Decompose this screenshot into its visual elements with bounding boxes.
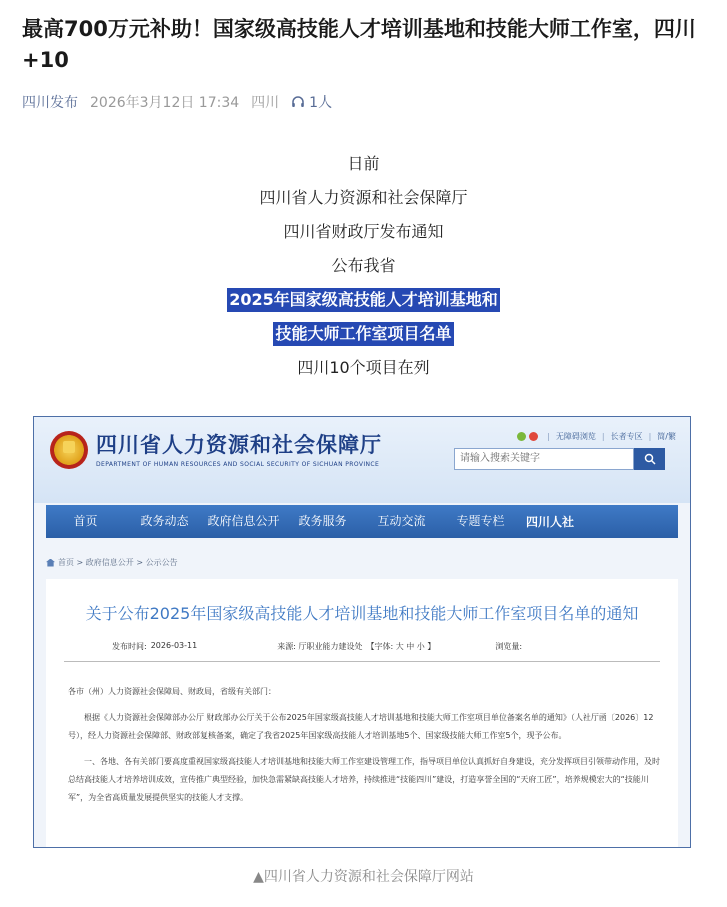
document-panel xyxy=(46,579,678,848)
main-nav xyxy=(46,505,678,538)
nav-topics[interactable]: 专题专栏 xyxy=(456,514,505,528)
article-meta xyxy=(22,92,332,112)
intro-text: 四川省人力资源和社会保障厅 xyxy=(259,188,468,207)
top-links: | 无障碍浏览 | 长者专区 | 简 / 繁 xyxy=(517,431,676,442)
highlighted-text: 2025年国家级高技能人才培训基地和 xyxy=(227,288,500,312)
body-paragraph: 根据《人力资源社会保障部办公厅 财政部办公厅关于公布2025年国家级高技能人才培训基地和技能大师工作室项目单位备案名单的通知》（人社厅函〔2026〕12号），经人力资源社会保障部、财政部复核备案，确定了我省2025年国家级高技能人才培训基地5个、国家级技能大师工作室5个，现予公布。 xyxy=(68,713,654,740)
listen-button[interactable] xyxy=(291,92,332,112)
website-screenshot xyxy=(33,416,691,848)
document-title: 关于公布2025年国家级高技能人才培训基地和技能大师工作室项目名单的通知 xyxy=(85,604,639,623)
author-link[interactable]: 四川发布 xyxy=(22,95,78,111)
publish-label: 发布时间: xyxy=(112,642,147,651)
intro-line xyxy=(0,218,727,252)
intro-text: 公布我省 xyxy=(331,256,396,275)
views-label: 浏览量: xyxy=(495,642,523,651)
article-title: 最高700万元补助！国家级高技能人才培训基地和技能大师工作室，四川+10 xyxy=(22,17,696,72)
intro-line xyxy=(0,150,727,184)
traditional-link[interactable]: 繁 xyxy=(668,432,676,441)
listeners-count: 1人 xyxy=(309,95,333,111)
highlighted-text: 技能大师工作室项目名单 xyxy=(273,322,453,346)
simplified-link[interactable]: 简 xyxy=(657,432,666,441)
document-body xyxy=(68,683,662,815)
site-name: 四川省人力资源和社会保障厅 xyxy=(96,432,382,457)
national-emblem-icon xyxy=(50,431,88,469)
search-button[interactable] xyxy=(634,448,665,470)
intro-text: 四川省财政厅发布通知 xyxy=(283,222,444,241)
publish-date: 2026年3月12日 17:34 xyxy=(90,95,240,111)
intro-text: 四川10个项目在列 xyxy=(297,358,430,377)
publish-date-value: 2026-03-11 xyxy=(150,641,198,650)
body-paragraph: 各市（州）人力资源社会保障局、财政局，省级有关部门： xyxy=(68,687,276,696)
search-icon xyxy=(644,453,656,465)
intro-line xyxy=(0,252,727,286)
nav-services[interactable]: 政务服务 xyxy=(298,514,347,528)
nav-home[interactable]: 首页 xyxy=(73,514,98,528)
weibo-icon[interactable] xyxy=(529,432,538,441)
article-intro xyxy=(0,150,727,388)
elderly-link[interactable]: 长者专区 xyxy=(610,432,643,441)
document-meta xyxy=(112,641,526,652)
headphones-icon xyxy=(291,95,305,109)
accessibility-link[interactable]: 无障碍浏览 xyxy=(555,432,596,441)
site-name-en: DEPARTMENT OF HUMAN RESOURCES AND SOCIAL SECURITY OF SICHUAN PROVINCE xyxy=(96,461,380,468)
intro-line xyxy=(0,354,727,388)
wechat-icon[interactable] xyxy=(517,432,526,441)
divider xyxy=(64,661,660,662)
source-label: 来源: 厅职业能力建设处 xyxy=(277,642,363,651)
breadcrumb-text[interactable]: 首页 > 政府信息公开 > 公示公告 xyxy=(58,558,178,567)
region-label: 四川 xyxy=(251,95,280,111)
site-header xyxy=(34,417,690,503)
nav-logo[interactable]: 四川人社 xyxy=(526,515,575,529)
nav-disclosure[interactable]: 政府信息公开 xyxy=(207,514,280,528)
font-size-control[interactable]: 【字体: 大 中 小 】 xyxy=(366,642,436,651)
intro-line xyxy=(0,286,727,320)
breadcrumb xyxy=(46,557,178,568)
intro-line xyxy=(0,320,727,354)
nav-interaction[interactable]: 互动交流 xyxy=(377,514,426,528)
nav-news[interactable]: 政务动态 xyxy=(140,514,189,528)
body-paragraph: 一、各地、各有关部门要高度重视国家级高技能人才培训基地和技能大师工作室建设管理工作，指导项目单位认真抓好自身建设，充分发挥项目引领带动作用，及时总结高技能人才培养培训成效，宣传推广典型经验，加快急需紧缺高技能人才培养，持续推进“技能四川”建设，打造享誉全国的“天府工匠”，培养规模宏大的“技能川军”，为全省高质量发展提供坚实的技能人才支撑。 xyxy=(68,757,660,802)
image-caption: ▲四川省人力资源和社会保障厅网站 xyxy=(253,869,474,885)
intro-line xyxy=(0,184,727,218)
search-input[interactable]: 请输入搜索关键字 xyxy=(454,448,634,470)
intro-text: 日前 xyxy=(347,154,380,173)
home-icon[interactable] xyxy=(46,559,55,567)
